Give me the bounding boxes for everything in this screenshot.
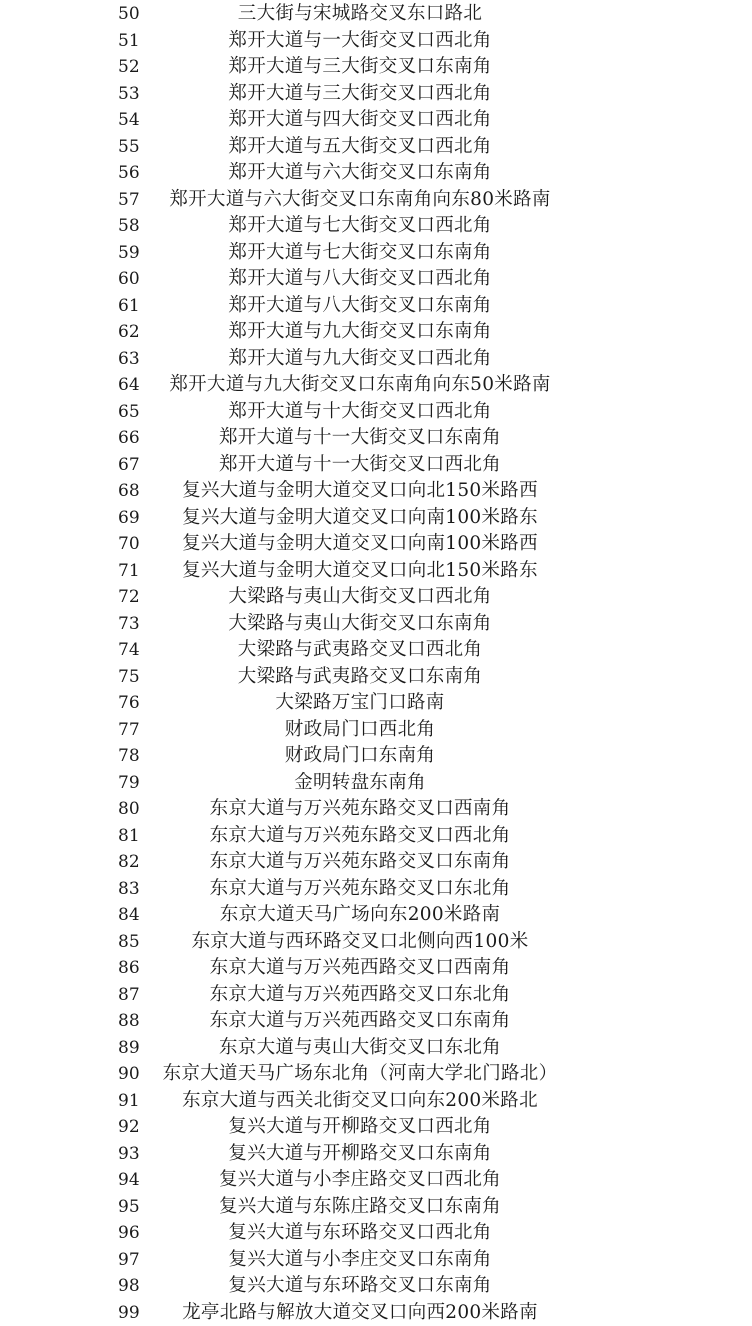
- row-location: 大梁路与夷山大街交叉口西北角: [150, 584, 570, 611]
- row-location: 郑开大道与十一大街交叉口西北角: [150, 452, 570, 479]
- row-index: 76: [118, 690, 144, 717]
- row-location: 郑开大道与十大街交叉口西北角: [150, 399, 570, 426]
- row-location: 郑开大道与三大街交叉口西北角: [150, 81, 570, 108]
- table-row: [0, 876, 752, 903]
- row-location: 大梁路与武夷路交叉口西北角: [150, 637, 570, 664]
- row-location: 复兴大道与东环路交叉口东南角: [150, 1273, 570, 1300]
- table-row: [0, 690, 752, 717]
- row-location: 东京大道与万兴苑东路交叉口西北角: [150, 823, 570, 850]
- row-index: 51: [118, 28, 144, 55]
- row-index: 99: [118, 1300, 144, 1326]
- table-row: [0, 28, 752, 55]
- row-index: 95: [118, 1194, 144, 1221]
- row-index: 67: [118, 452, 144, 479]
- table-row: [0, 770, 752, 797]
- row-location: 郑开大道与十一大街交叉口东南角: [150, 425, 570, 452]
- row-index: 70: [118, 531, 144, 558]
- row-index: 60: [118, 266, 144, 293]
- row-index: 58: [118, 213, 144, 240]
- table-row: [0, 743, 752, 770]
- row-index: 96: [118, 1220, 144, 1247]
- row-location: 东京大道与万兴苑东路交叉口西南角: [150, 796, 570, 823]
- table-row: [0, 293, 752, 320]
- row-location: 东京大道与西关北街交叉口向东200米路北: [150, 1088, 570, 1115]
- table-row: [0, 425, 752, 452]
- row-location: 郑开大道与七大街交叉口东南角: [150, 240, 570, 267]
- row-index: 52: [118, 54, 144, 81]
- row-location: 复兴大道与金明大道交叉口向南100米路西: [150, 531, 570, 558]
- table-row: [0, 823, 752, 850]
- row-index: 65: [118, 399, 144, 426]
- row-index: 62: [118, 319, 144, 346]
- row-index: 79: [118, 770, 144, 797]
- row-location: 复兴大道与东环路交叉口西北角: [150, 1220, 570, 1247]
- row-index: 72: [118, 584, 144, 611]
- row-location: 三大街与宋城路交叉东口路北: [150, 1, 570, 28]
- table-row: [0, 982, 752, 1009]
- row-location: 复兴大道与小李庄路交叉口西北角: [150, 1167, 570, 1194]
- row-index: 78: [118, 743, 144, 770]
- row-index: 57: [118, 187, 144, 214]
- row-index: 89: [118, 1035, 144, 1062]
- table-row: [0, 902, 752, 929]
- row-location: 郑开大道与六大街交叉口东南角向东80米路南: [150, 187, 570, 214]
- row-location: 郑开大道与四大街交叉口西北角: [150, 107, 570, 134]
- row-index: 97: [118, 1247, 144, 1274]
- table-row: [0, 1273, 752, 1300]
- row-index: 74: [118, 637, 144, 664]
- table-row: [0, 796, 752, 823]
- row-location: 大梁路与武夷路交叉口东南角: [150, 664, 570, 691]
- table-row: [0, 1035, 752, 1062]
- table-row: [0, 929, 752, 956]
- row-location: 东京大道与万兴苑西路交叉口西南角: [150, 955, 570, 982]
- row-index: 71: [118, 558, 144, 585]
- table-row: [0, 637, 752, 664]
- row-location: 复兴大道与开柳路交叉口西北角: [150, 1114, 570, 1141]
- row-location: 郑开大道与九大街交叉口西北角: [150, 346, 570, 373]
- table-row: [0, 452, 752, 479]
- row-index: 90: [118, 1061, 144, 1088]
- row-location: 郑开大道与六大街交叉口东南角: [150, 160, 570, 187]
- row-location: 东京大道天马广场向东200米路南: [150, 902, 570, 929]
- table-row: [0, 558, 752, 585]
- row-index: 63: [118, 346, 144, 373]
- row-location: 郑开大道与七大街交叉口西北角: [150, 213, 570, 240]
- row-index: 98: [118, 1273, 144, 1300]
- row-location: 郑开大道与三大街交叉口东南角: [150, 54, 570, 81]
- table-row: [0, 107, 752, 134]
- row-location: 东京大道天马广场东北角（河南大学北门路北）: [150, 1061, 570, 1088]
- row-location: 郑开大道与八大街交叉口东南角: [150, 293, 570, 320]
- row-location: 龙亭北路与解放大道交叉口向西200米路南: [150, 1300, 570, 1326]
- table-row: [0, 611, 752, 638]
- table-row: [0, 1247, 752, 1274]
- row-location: 东京大道与西环路交叉口北侧向西100米: [150, 929, 570, 956]
- row-location: 复兴大道与金明大道交叉口向南100米路东: [150, 505, 570, 532]
- table-row: [0, 81, 752, 108]
- row-index: 86: [118, 955, 144, 982]
- table-row: [0, 54, 752, 81]
- row-index: 91: [118, 1088, 144, 1115]
- row-index: 93: [118, 1141, 144, 1168]
- row-location: 复兴大道与金明大道交叉口向北150米路东: [150, 558, 570, 585]
- row-location: 大梁路与夷山大街交叉口东南角: [150, 611, 570, 638]
- row-index: 64: [118, 372, 144, 399]
- table-row: [0, 134, 752, 161]
- row-index: 83: [118, 876, 144, 903]
- row-location: 郑开大道与一大街交叉口西北角: [150, 28, 570, 55]
- table-row: [0, 1300, 752, 1326]
- row-index: 68: [118, 478, 144, 505]
- row-location: 东京大道与夷山大街交叉口东北角: [150, 1035, 570, 1062]
- row-index: 54: [118, 107, 144, 134]
- table-row: [0, 584, 752, 611]
- row-location: 财政局门口东南角: [150, 743, 570, 770]
- row-index: 75: [118, 664, 144, 691]
- row-location: 复兴大道与东陈庄路交叉口东南角: [150, 1194, 570, 1221]
- row-location: 东京大道与万兴苑西路交叉口东北角: [150, 982, 570, 1009]
- table-row: [0, 1008, 752, 1035]
- table-row: [0, 319, 752, 346]
- row-index: 55: [118, 134, 144, 161]
- table-row: [0, 213, 752, 240]
- table-row: [0, 849, 752, 876]
- row-index: 81: [118, 823, 144, 850]
- table-row: [0, 505, 752, 532]
- table-row: [0, 955, 752, 982]
- row-index: 87: [118, 982, 144, 1009]
- table-row: [0, 664, 752, 691]
- table-row: [0, 372, 752, 399]
- table-row: [0, 187, 752, 214]
- row-location: 郑开大道与八大街交叉口西北角: [150, 266, 570, 293]
- row-index: 82: [118, 849, 144, 876]
- table-row: [0, 266, 752, 293]
- table-row: [0, 1114, 752, 1141]
- table-row: [0, 1088, 752, 1115]
- row-location: 郑开大道与五大街交叉口西北角: [150, 134, 570, 161]
- row-location: 金明转盘东南角: [150, 770, 570, 797]
- row-location: 郑开大道与九大街交叉口东南角向东50米路南: [150, 372, 570, 399]
- row-location: 复兴大道与小李庄交叉口东南角: [150, 1247, 570, 1274]
- table-row: [0, 1061, 752, 1088]
- location-table: [0, 1, 752, 1326]
- row-index: 61: [118, 293, 144, 320]
- row-location: 复兴大道与金明大道交叉口向北150米路西: [150, 478, 570, 505]
- row-location: 大梁路万宝门口路南: [150, 690, 570, 717]
- table-row: [0, 478, 752, 505]
- row-index: 94: [118, 1167, 144, 1194]
- row-location: 东京大道与万兴苑东路交叉口东北角: [150, 876, 570, 903]
- row-location: 复兴大道与开柳路交叉口东南角: [150, 1141, 570, 1168]
- table-row: [0, 717, 752, 744]
- table-row: [0, 240, 752, 267]
- table-row: [0, 346, 752, 373]
- row-location: 东京大道与万兴苑东路交叉口东南角: [150, 849, 570, 876]
- table-row: [0, 1167, 752, 1194]
- row-index: 77: [118, 717, 144, 744]
- row-index: 84: [118, 902, 144, 929]
- row-index: 88: [118, 1008, 144, 1035]
- table-row: [0, 531, 752, 558]
- row-index: 59: [118, 240, 144, 267]
- row-location: 东京大道与万兴苑西路交叉口东南角: [150, 1008, 570, 1035]
- row-index: 53: [118, 81, 144, 108]
- table-row: [0, 399, 752, 426]
- table-row: [0, 1141, 752, 1168]
- row-location: 郑开大道与九大街交叉口东南角: [150, 319, 570, 346]
- table-row: [0, 1220, 752, 1247]
- row-index: 69: [118, 505, 144, 532]
- row-location: 财政局门口西北角: [150, 717, 570, 744]
- row-index: 80: [118, 796, 144, 823]
- table-row: [0, 160, 752, 187]
- row-index: 66: [118, 425, 144, 452]
- row-index: 50: [118, 1, 144, 28]
- row-index: 73: [118, 611, 144, 638]
- table-row: [0, 1, 752, 28]
- table-row: [0, 1194, 752, 1221]
- row-index: 92: [118, 1114, 144, 1141]
- row-index: 85: [118, 929, 144, 956]
- row-index: 56: [118, 160, 144, 187]
